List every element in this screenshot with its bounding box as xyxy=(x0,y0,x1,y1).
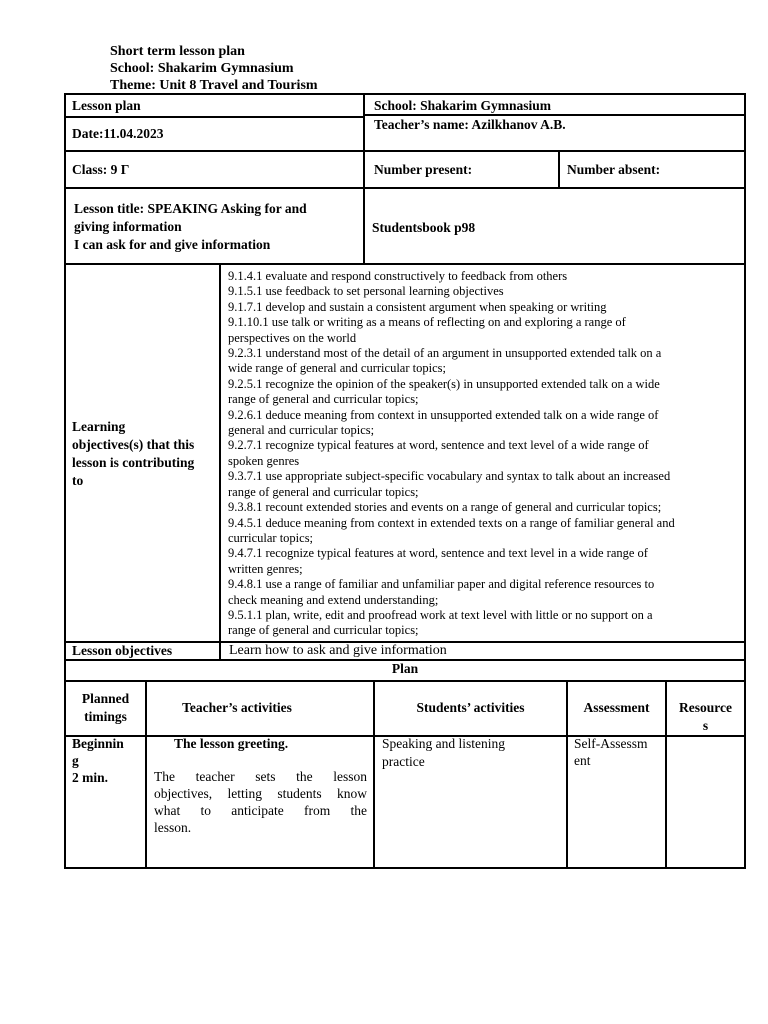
lesson-title-line-2: giving information xyxy=(74,219,182,234)
timing-line-1: Beginnin xyxy=(72,736,124,751)
number-present-cell: Number present: xyxy=(374,162,473,177)
doc-title: Short term lesson plan xyxy=(110,44,245,59)
objective-line: range of general and curricular topics; xyxy=(228,623,419,638)
col-header-teacher: Teacher’s activities xyxy=(182,700,292,715)
col-header-resources-1: Resource xyxy=(679,700,732,715)
objective-line: 9.2.7.1 recognize typical features at word, sentence and text level of a wide range of xyxy=(228,438,649,453)
teacher-activity-line-1: The teacher sets the lesson xyxy=(154,769,367,784)
learning-objectives-label-1: Learning xyxy=(72,419,126,434)
objective-line: 9.1.10.1 use talk or writing as a means of reflecting on and exploring a range of xyxy=(228,315,626,330)
timing-line-3: 2 min. xyxy=(72,770,109,785)
lesson-plan-label: Lesson plan xyxy=(72,98,141,113)
lesson-objectives-value: Learn how to ask and give information xyxy=(229,643,447,658)
objective-line: 9.2.6.1 deduce meaning from context in unsupported extended talk on a wide range of xyxy=(228,407,659,422)
objective-line: 9.5.1.1 plan, write, edit and proofread work at text level with little or no support on a xyxy=(228,607,653,622)
learning-objectives-label-2: objectives(s) that this xyxy=(72,437,195,452)
objective-line: general and curricular topics; xyxy=(228,423,375,438)
assessment-line-2: ent xyxy=(574,753,591,768)
objective-line: 9.1.5.1 use feedback to set personal learning objectives xyxy=(228,284,504,299)
objective-line: 9.1.4.1 evaluate and respond constructively to feedback from others xyxy=(228,269,568,283)
objective-line: check meaning and extend understanding; xyxy=(228,592,439,607)
col-header-timings-1: Planned xyxy=(81,691,130,706)
objective-line: spoken genres xyxy=(228,453,300,468)
learning-objectives-label-3: lesson is contributing xyxy=(72,455,195,470)
objective-line: 9.1.7.1 develop and sustain a consistent argument when speaking or writing xyxy=(228,299,607,314)
learning-objectives-list xyxy=(228,269,740,639)
teacher-activity-line-4: lesson. xyxy=(154,820,192,835)
doc-school: School: Shakarim Gymnasium xyxy=(110,61,294,76)
teacher-activity-title: The lesson greeting. xyxy=(174,736,289,751)
doc-theme: Theme: Unit 8 Travel and Tourism xyxy=(110,78,318,93)
objective-line: 9.3.8.1 recount extended stories and events on a range of general and curricular topics; xyxy=(228,500,662,515)
students-activity-line-1: Speaking and listening xyxy=(382,736,505,751)
lesson-title-line-1: Lesson title: SPEAKING Asking for and xyxy=(74,201,307,216)
objective-line: 9.2.3.1 understand most of the detail of an argument in unsupported extended talk on a xyxy=(228,346,662,361)
studentsbook-cell: Studentsbook p98 xyxy=(372,220,476,235)
col-header-timings-2: timings xyxy=(84,709,127,724)
learning-objectives-label-4: to xyxy=(72,473,84,488)
teacher-activity-line-2: objectives, letting students know xyxy=(154,786,367,801)
objective-line: range of general and curricular topics; xyxy=(228,484,419,499)
plan-heading: Plan xyxy=(391,661,419,676)
date-cell: Date:11.04.2023 xyxy=(72,126,164,141)
objective-line: curricular topics; xyxy=(228,530,314,545)
objective-line: 9.2.5.1 recognize the opinion of the speaker(s) in unsupported extended talk on a wide xyxy=(228,376,660,391)
objective-line: 9.4.7.1 recognize typical features at word, sentence and text level in a wide range of xyxy=(228,546,648,561)
class-cell: Class: 9 Г xyxy=(72,162,130,177)
students-activity-line-2: practice xyxy=(382,754,425,769)
objective-line: range of general and curricular topics; xyxy=(228,392,419,407)
col-header-assessment: Assessment xyxy=(583,700,650,715)
objective-line: 9.3.7.1 use appropriate subject-specific vocabulary and syntax to talk about an increased xyxy=(228,469,671,484)
teacher-name-cell: Teacher’s name: Azilkhanov A.B. xyxy=(374,117,566,132)
objective-line: written genres; xyxy=(228,561,303,576)
lesson-objectives-label: Lesson objectives xyxy=(72,643,173,658)
teacher-activity-line-3: what to anticipate from the xyxy=(154,803,367,818)
col-header-resources-2: s xyxy=(702,718,709,733)
objective-line: 9.4.8.1 use a range of familiar and unfamiliar paper and digital reference resources to xyxy=(228,577,655,592)
objective-line: perspectives on the world xyxy=(228,330,357,345)
col-header-students: Students’ activities xyxy=(416,700,525,715)
lesson-title-line-3: I can ask for and give information xyxy=(74,237,271,252)
school-cell: School: Shakarim Gymnasium xyxy=(374,98,552,113)
assessment-line-1: Self-Assessm xyxy=(574,736,648,751)
objective-line: 9.4.5.1 deduce meaning from context in extended texts on a range of familiar general and xyxy=(228,515,675,530)
number-absent-cell: Number absent: xyxy=(567,162,661,177)
objective-line: wide range of general and curricular topics; xyxy=(228,361,446,376)
timing-line-2: g xyxy=(72,753,79,768)
